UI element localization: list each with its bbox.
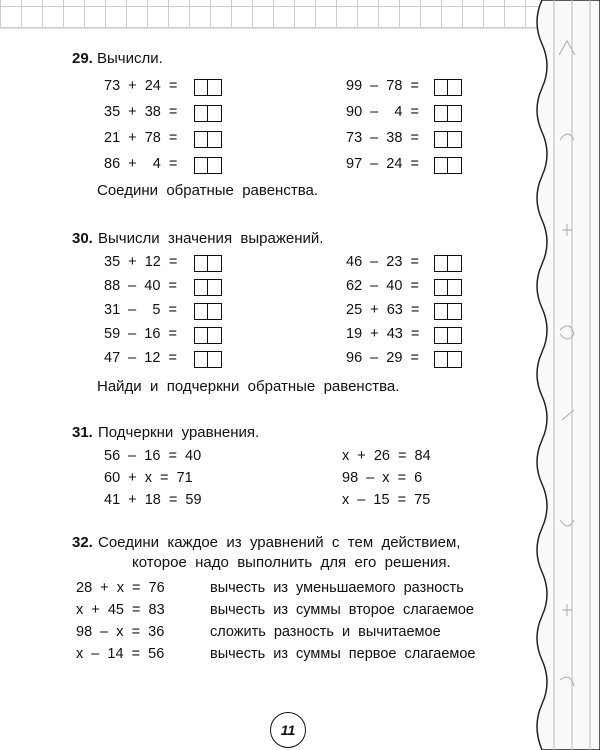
answer-box[interactable]: [194, 105, 222, 122]
action-text: вычесть из суммы первое слагаемое: [210, 646, 476, 662]
answer-box[interactable]: [194, 131, 222, 148]
task-29-note: Соедини обратные равенства.: [97, 182, 319, 199]
task-32-number: 32.: [72, 534, 93, 551]
decorative-torn-edge: [514, 0, 600, 750]
expression: 96 – 29 =: [346, 350, 419, 366]
answer-box[interactable]: [434, 105, 462, 122]
expression: 46 – 23 =: [346, 254, 419, 270]
answer-box[interactable]: [434, 255, 462, 272]
expression: 59 – 16 =: [104, 326, 177, 342]
task-30-title: Вычисли значения выражений.: [98, 230, 324, 247]
answer-box[interactable]: [434, 279, 462, 296]
action-text: вычесть из суммы второе слагаемое: [210, 602, 474, 618]
answer-box[interactable]: [434, 351, 462, 368]
equation: 41 + 18 = 59: [104, 492, 202, 508]
answer-box[interactable]: [194, 79, 222, 96]
equation: x – 15 = 75: [342, 492, 431, 508]
equation: x – 14 = 56: [76, 646, 165, 662]
task-31-number: 31.: [72, 424, 93, 441]
notebook-grid-strip: [0, 0, 600, 29]
answer-box[interactable]: [194, 351, 222, 368]
expression: 90 – 4 =: [346, 104, 419, 120]
expression: 31 – 5 =: [104, 302, 177, 318]
equation: x + 26 = 84: [342, 448, 431, 464]
expression: 97 – 24 =: [346, 156, 419, 172]
equation: 60 + x = 71: [104, 470, 193, 486]
answer-box[interactable]: [434, 303, 462, 320]
page-number: 11: [270, 712, 306, 748]
answer-box[interactable]: [194, 255, 222, 272]
answer-box[interactable]: [194, 279, 222, 296]
answer-box[interactable]: [434, 79, 462, 96]
equation: 98 – x = 36: [76, 624, 165, 640]
expression: 47 – 12 =: [104, 350, 177, 366]
expression: 19 + 43 =: [346, 326, 420, 342]
equation: x + 45 = 83: [76, 602, 165, 618]
task-30-number: 30.: [72, 230, 93, 247]
expression: 99 – 78 =: [346, 78, 419, 94]
expression: 62 – 40 =: [346, 278, 419, 294]
action-text: сложить разность и вычитаемое: [210, 624, 441, 640]
task-29-title: Вычисли.: [97, 50, 163, 67]
answer-box[interactable]: [434, 327, 462, 344]
expression: 21 + 78 =: [104, 130, 178, 146]
answer-box[interactable]: [194, 157, 222, 174]
answer-box[interactable]: [194, 327, 222, 344]
expression: 73 + 24 =: [104, 78, 178, 94]
expression: 35 + 12 =: [104, 254, 178, 270]
task-30-note: Найди и подчеркни обратные равенства.: [97, 378, 400, 395]
equation: 56 – 16 = 40: [104, 448, 202, 464]
answer-box[interactable]: [434, 157, 462, 174]
expression: 86 + 4 =: [104, 156, 178, 172]
action-text: вычесть из уменьшаемого разность: [210, 580, 464, 596]
expression: 25 + 63 =: [346, 302, 420, 318]
task-31-title: Подчеркни уравнения.: [98, 424, 260, 441]
equation: 28 + x = 76: [76, 580, 165, 596]
answer-box[interactable]: [194, 303, 222, 320]
expression: 73 – 38 =: [346, 130, 419, 146]
task-32-title-line2: которое надо выполнить для его решения.: [132, 554, 451, 571]
answer-box[interactable]: [434, 131, 462, 148]
equation: 98 – x = 6: [342, 470, 423, 486]
task-29-number: 29.: [72, 50, 93, 67]
expression: 35 + 38 =: [104, 104, 178, 120]
expression: 88 – 40 =: [104, 278, 177, 294]
task-32-title: Соедини каждое из уравнений с тем действием,: [98, 534, 461, 551]
